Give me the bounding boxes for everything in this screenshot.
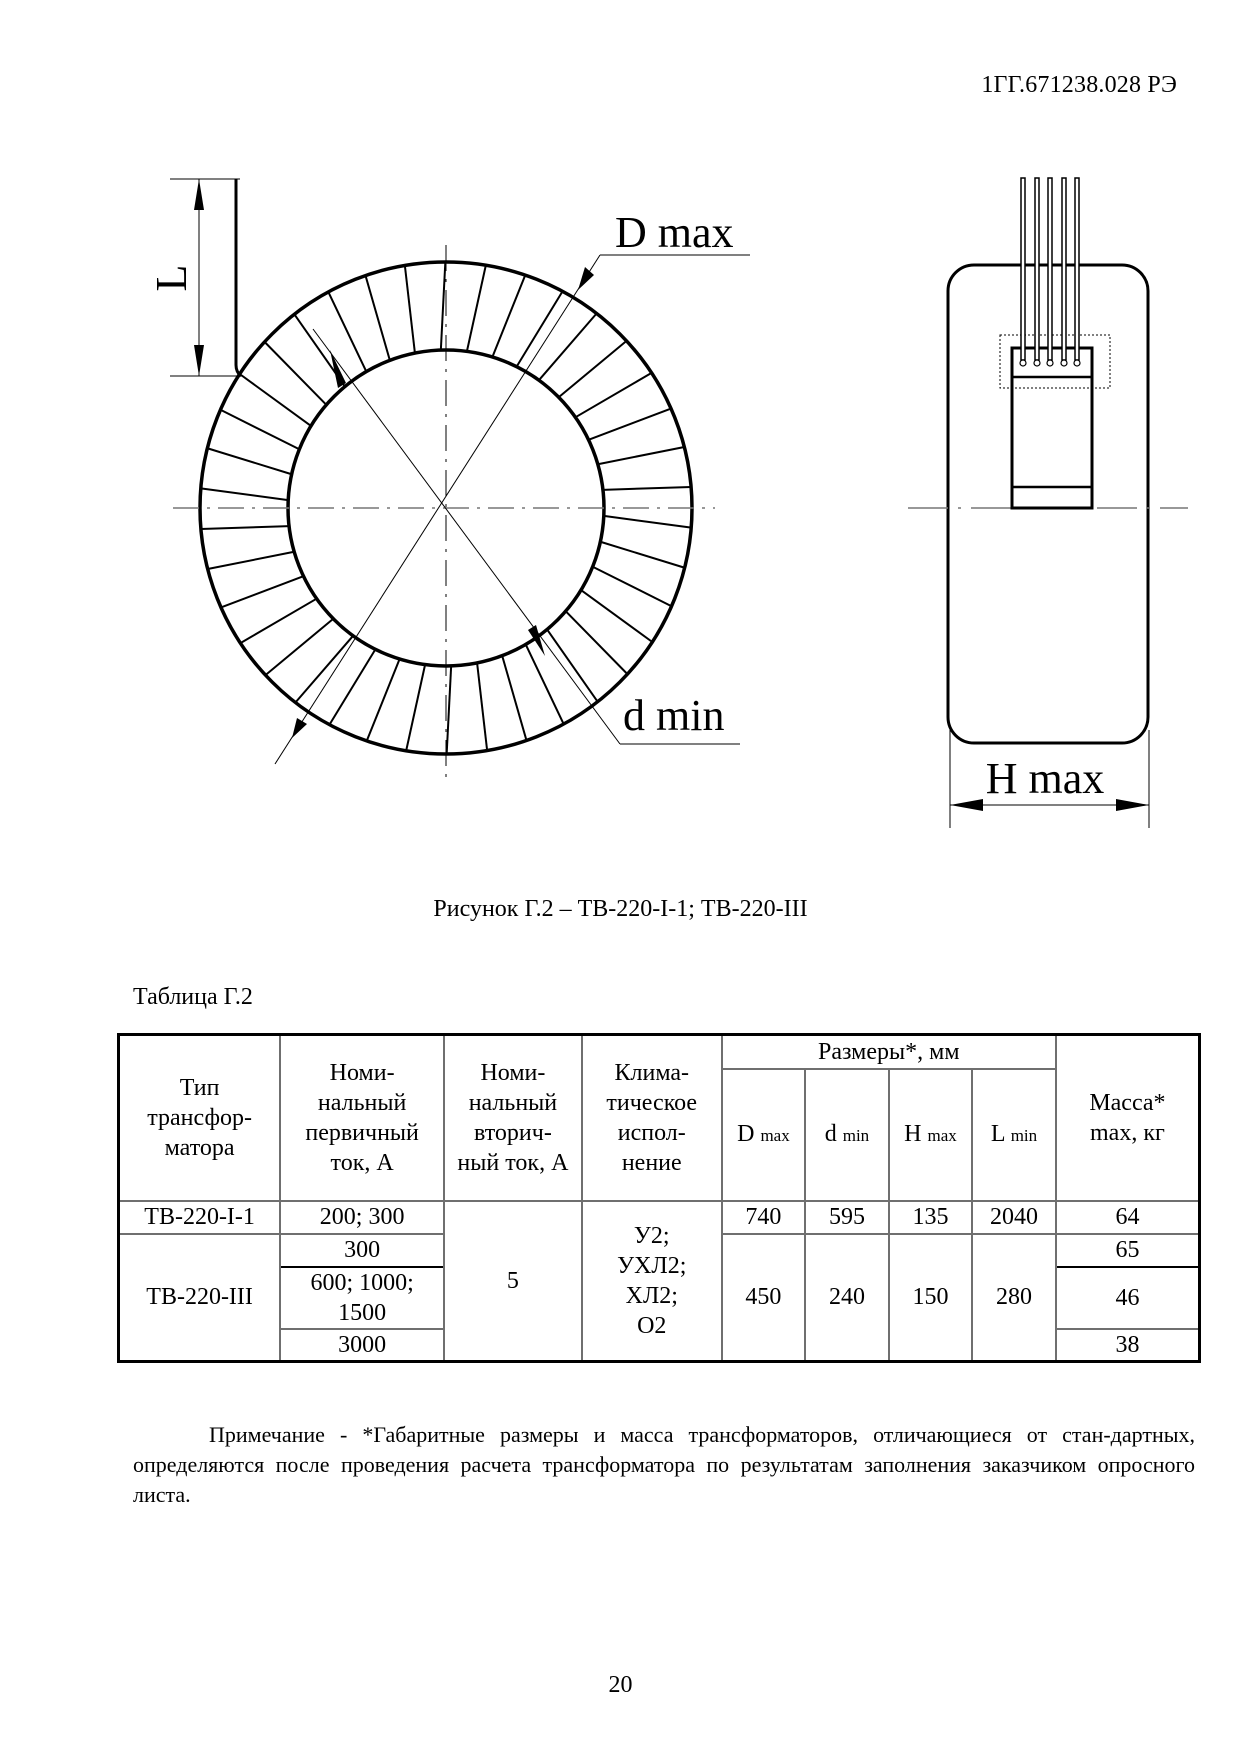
header-l-min: L min	[972, 1069, 1056, 1201]
winding-line	[201, 488, 288, 500]
cell-primary: 300	[280, 1234, 444, 1267]
header-secondary: Номи-нальный вторич-ный ток, А	[444, 1035, 582, 1201]
header-h-max: H max	[889, 1069, 973, 1201]
d-max-arrow-bottom	[292, 718, 307, 738]
header-row-1	[119, 1035, 1200, 1069]
terminal-lead	[1035, 178, 1039, 360]
winding-line	[604, 516, 691, 528]
label-h-max: H max	[985, 754, 1105, 803]
d-max-leader	[275, 255, 600, 764]
cell-h-max: 150	[889, 1234, 973, 1362]
cell-d-min: 240	[805, 1234, 889, 1362]
terminal-pin	[1034, 360, 1040, 366]
label-l: L	[147, 264, 196, 292]
winding-line	[441, 262, 446, 350]
label-d-min: d min	[623, 691, 725, 740]
cell-d-max: 450	[722, 1234, 806, 1362]
winding-line	[207, 448, 291, 474]
winding-line	[547, 629, 598, 701]
winding-line	[240, 374, 311, 426]
cell-primary: 3000	[280, 1329, 444, 1362]
winding-line	[447, 666, 452, 754]
header-d-max: D max	[722, 1069, 806, 1201]
side-view	[908, 178, 1188, 828]
winding-line	[492, 275, 525, 357]
winding-line	[517, 291, 563, 366]
h-arrow-right	[1116, 799, 1149, 811]
document-code: 1ГГ.671238.028 РЭ	[981, 72, 1177, 98]
winding-line	[366, 276, 390, 361]
table-row	[119, 1201, 1200, 1234]
table-note: Примечание - *Габаритные размеры и масса трансформаторов, отличающиеся от стан-дартных, определяются после проведения расчета трансформатора по результатам заполнения заказчиком опросного листа.	[133, 1422, 1195, 1507]
winding-line	[295, 636, 353, 703]
cell-primary: 600; 1000; 1500	[280, 1267, 444, 1329]
specs-table	[117, 1033, 1201, 1363]
winding-line	[593, 567, 672, 607]
header-sizes: Размеры*, мм	[722, 1035, 1056, 1069]
cell-climate: У2; УХЛ2; ХЛ2; О2	[582, 1201, 722, 1362]
winding-line	[221, 576, 303, 607]
winding-line	[600, 542, 684, 568]
winding-line	[603, 487, 691, 490]
winding-line	[477, 663, 487, 751]
winding-line	[559, 341, 627, 397]
terminal-pin	[1061, 360, 1067, 366]
terminal-pin	[1074, 360, 1080, 366]
cell-type: ТВ-220-I-1	[119, 1201, 281, 1234]
figure-caption: Рисунок Г.2 – ТВ-220-I-1; ТВ-220-III	[433, 896, 808, 922]
winding-line	[406, 665, 425, 751]
winding-line	[201, 526, 289, 529]
winding-line	[220, 410, 299, 450]
winding-line	[539, 313, 597, 380]
winding-line	[367, 659, 400, 741]
header-primary: Номи-нальный первичный ток, А	[280, 1035, 444, 1201]
header-climate: Клима-тическое испол-нение	[582, 1035, 722, 1201]
terminal-lead	[1048, 178, 1052, 360]
front-view	[147, 179, 750, 778]
terminal-leads	[1020, 178, 1080, 366]
terminal-block	[1012, 348, 1092, 508]
d-min-leader	[313, 329, 620, 744]
winding-line	[329, 649, 375, 724]
winding-line	[575, 373, 651, 417]
winding-line	[589, 409, 671, 440]
cell-h-max: 135	[889, 1201, 973, 1234]
winding-line	[467, 265, 486, 351]
header-type: Тип трансфор-матора	[119, 1035, 281, 1201]
header-d-min: d min	[805, 1069, 889, 1201]
cell-type: ТВ-220-III	[119, 1234, 281, 1362]
cell-mass: 38	[1056, 1329, 1200, 1362]
terminal-pin	[1020, 360, 1026, 366]
cell-l-min: 280	[972, 1234, 1056, 1362]
winding-line	[566, 611, 628, 674]
cell-mass: 46	[1056, 1267, 1200, 1329]
cell-primary: 200; 300	[280, 1201, 444, 1234]
terminal-lead	[1021, 178, 1025, 360]
page-number: 20	[608, 1672, 633, 1698]
lead-wire	[236, 179, 241, 376]
cell-d-min: 595	[805, 1201, 889, 1234]
winding-line	[265, 619, 333, 675]
winding-line	[581, 590, 652, 642]
terminal-pin	[1047, 360, 1053, 366]
h-arrow-left	[950, 799, 983, 811]
cell-d-max: 740	[722, 1201, 806, 1234]
cell-secondary: 5	[444, 1201, 582, 1362]
cell-mass: 64	[1056, 1201, 1200, 1234]
terminal-lead	[1075, 178, 1079, 360]
l-arrow-top	[194, 179, 204, 210]
l-arrow-bottom	[194, 345, 204, 376]
winding-line	[502, 656, 526, 741]
table-title: Таблица Г.2	[133, 984, 253, 1010]
label-d-max: D max	[615, 208, 734, 257]
winding-line	[598, 447, 684, 464]
winding-line	[208, 552, 294, 569]
winding-line	[265, 342, 327, 405]
terminal-lead	[1062, 178, 1066, 360]
cell-l-min: 2040	[972, 1201, 1056, 1234]
cell-mass: 65	[1056, 1234, 1200, 1267]
d-max-arrow-top	[578, 267, 594, 290]
winding-line	[405, 265, 415, 353]
header-mass: Масса* max, кг	[1056, 1035, 1200, 1201]
winding-line	[240, 599, 316, 643]
winding-line	[526, 644, 564, 724]
